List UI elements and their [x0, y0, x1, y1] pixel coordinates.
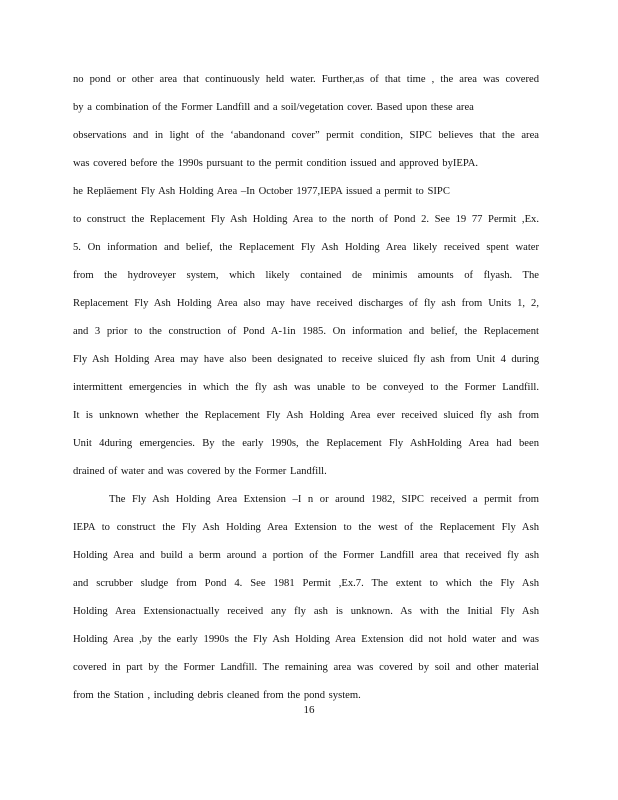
text-line: Holding Area Extensionactually received any fly ash is unknown. As with the Initial Fly Ash [73, 606, 539, 617]
text-line: It is unknown whether the Replacement Fly Ash Holding Area ever received sluiced fly ash from [73, 410, 539, 421]
text-line: intermittent emergencies in which the fly ash was unable to be conveyed to the Former Landfill. [73, 382, 539, 393]
text-line: 5. On information and belief, the Replacement Fly Ash Holding Area likely received spent water [73, 242, 539, 253]
text-line: covered in part by the Former Landfill. The remaining area was covered by soil and other material [73, 662, 539, 673]
text-line: no pond or other area that continuously held water. Further,as of that time , the area was covered [73, 74, 539, 85]
text-line: from the Station , including debris cleaned from the pond system. [73, 690, 361, 701]
text-line: he Repläement Fly Ash Holding Area –In October 1977,IEPA issued a permit to SIPC [73, 186, 450, 197]
text-line: Holding Area ,by the early 1990s the Fly Ash Holding Area Extension did not hold water and was [73, 634, 539, 645]
text-line: Holding Area and build a berm around a portion of the Former Landfill area that received fly ash [73, 550, 539, 561]
text-line: and scrubber sludge from Pond 4. See 1981 Permit ,Ex.7. The extent to which the Fly Ash [73, 578, 539, 589]
text-line: was covered before the 1990s pursuant to the permit condition issued and approved byIEPA. [73, 158, 479, 169]
text-line: from the hydroveyer system, which likely contained de minimis amounts of flyash. The [73, 270, 539, 281]
text-line: drained of water and was covered by the Former Landfill. [73, 466, 327, 477]
text-line: observations and in light of the ‘abandonand cover” permit condition, SIPC believes that the area [73, 130, 539, 141]
text-line: IEPA to construct the Fly Ash Holding Area Extension to the west of the Replacement Fly Ash [73, 522, 539, 533]
text-line: and 3 prior to the construction of Pond A-1in 1985. On information and belief, the Replacement [73, 326, 539, 337]
text-line: Fly Ash Holding Area may have also been designated to receive sluiced fly ash from Unit 4 during [73, 354, 539, 365]
text-line: Replacement Fly Ash Holding Area also may have received discharges of fly ash from Units 1, 2, [73, 298, 539, 309]
page-number: 16 [303, 704, 315, 716]
text-line: to construct the Replacement Fly Ash Holding Area to the north of Pond 2. See 19 77 Permit ,Ex. [73, 214, 539, 225]
text-line: Unit 4during emergencies. By the early 1990s, the Replacement Fly AshHolding Area had been [73, 438, 539, 449]
text-line: by a combination of the Former Landfill and a soil/vegetation cover. Based upon these area [73, 102, 474, 113]
text-line: The Fly Ash Holding Area Extension –I n or around 1982, SIPC received a permit from [109, 494, 539, 505]
